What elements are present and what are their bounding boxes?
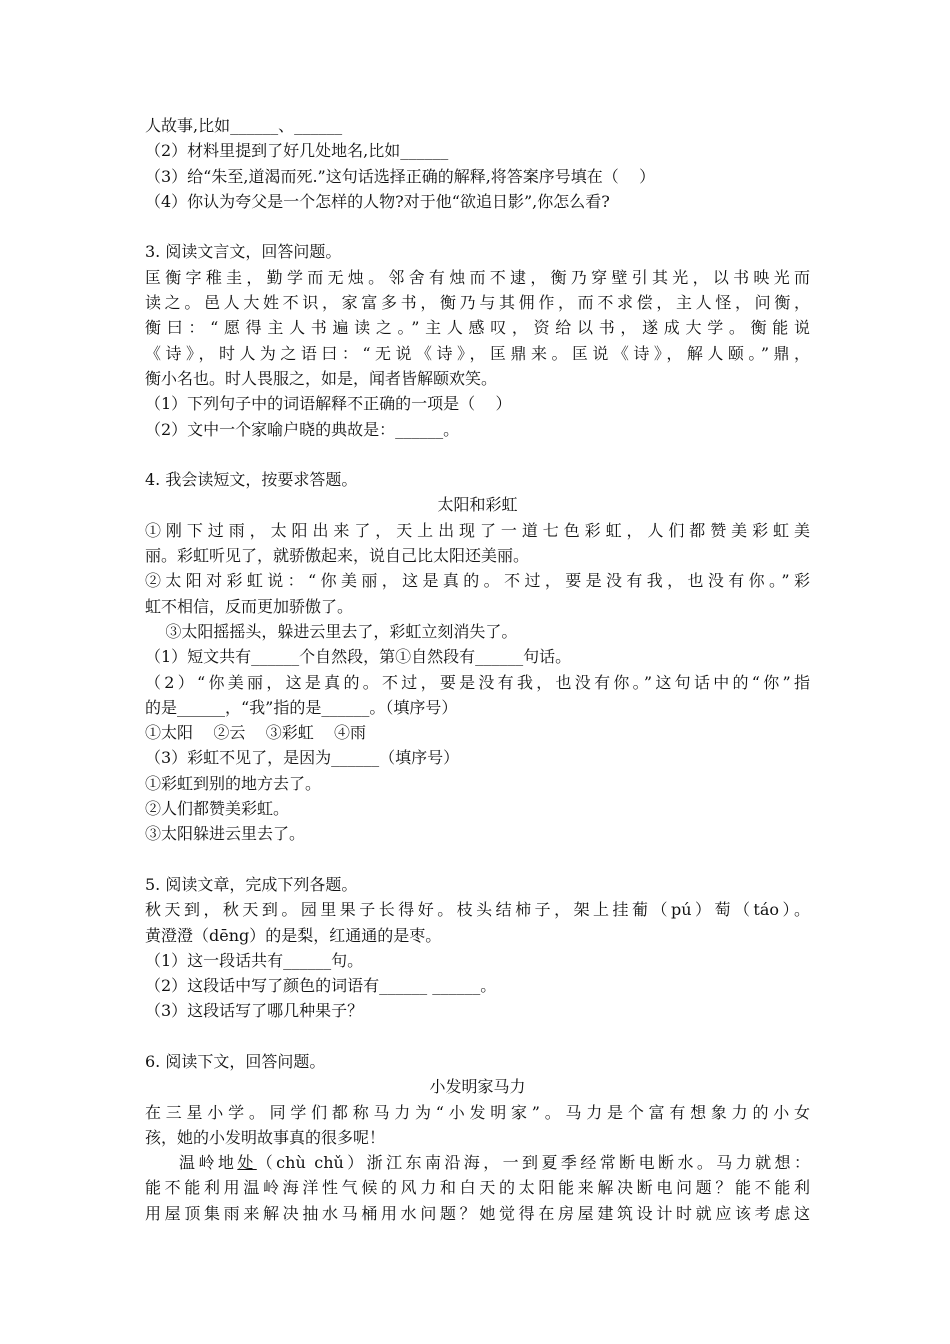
text-line: 用屋顶集雨来解决抽水马桶用水问题？她觉得在房屋建筑设计时就应该考虑这 [145, 1203, 810, 1223]
text-line: （1）短文共有______个自然段，第①自然段有______句话。 [145, 647, 572, 667]
text-line: ③太阳躲进云里去了。 [145, 824, 306, 844]
text-line: （4）你认为夸父是一个怎样的人物?对于他“欲追日影”,你怎么看? [145, 191, 610, 211]
text-line: 4. 我会读短文，按要求答题。 [145, 470, 358, 490]
text-line: 匡衡字稚圭，勤学而无烛。邻舍有烛而不逮，衡乃穿壁引其光，以书映光而 [145, 267, 810, 287]
text-line: （2）材料里提到了好几处地名,比如______ [145, 141, 449, 161]
text-line: （2）这段话中写了颜色的词语有______ ______。 [145, 976, 497, 996]
text-line: 丽。彩虹听见了，就骄傲起来，说自己比太阳还美丽。 [145, 546, 530, 566]
text-line: 的是______，“我”指的是______。（填序号） [145, 697, 458, 717]
text-line: ②太阳对彩虹说：“你美丽，这是真的。不过，要是没有我，也没有你。”彩 [145, 571, 810, 591]
text-line: 5. 阅读文章，完成下列各题。 [145, 874, 358, 894]
text-line: （3）彩虹不见了，是因为______（填序号） [145, 748, 460, 768]
text-line: 读之。邑人大姓不识，家富多书，衡乃与其佣作，而不求偿，主人怪，问衡， [145, 293, 810, 313]
text-line: （1）下列句子中的词语解释不正确的一项是（ ） [145, 394, 512, 414]
text-line: （2）文中一个家喻户晓的典故是：______。 [145, 419, 460, 439]
text-line: （3）这段话写了哪几种果子？ [145, 1001, 364, 1021]
text-line: 6. 阅读下文，回答问题。 [145, 1051, 326, 1071]
text-line: 人故事,比如______、______ [145, 116, 343, 135]
text-line: 孩，她的小发明故事真的很多呢！ [145, 1127, 386, 1147]
text-line [145, 1150, 810, 1175]
text-line: 衡曰：“愿得主人书遍读之。”主人感叹，资给以书，遂成大学。衡能说 [145, 318, 810, 338]
passage-title: 太阳和彩虹 [437, 495, 518, 515]
blank-line [145, 442, 810, 467]
text-line: ②人们都赞美彩虹。 [145, 799, 290, 819]
passage-title: 小发明家马力 [429, 1077, 526, 1097]
text-line: 3. 阅读文言文，回答问题。 [145, 242, 342, 262]
text-line: ①刚下过雨，太阳出来了，天上出现了一道七色彩虹，人们都赞美彩虹美 [145, 520, 810, 540]
text-line: 《诗》，时人为之语曰：“无说《诗》，匡鼎来。匡说《诗》，解人颐。”鼎， [145, 343, 810, 363]
text-line: 能不能利用温岭海洋性气候的风力和白天的太阳能来解决断电问题？能不能利 [145, 1178, 810, 1198]
blank-line [145, 1024, 810, 1049]
text-line: 秋天到，秋天到。园里果子长得好。枝头结柿子，架上挂葡（pú）萄（táo）。 [145, 900, 810, 920]
text-line: ③太阳摇摇头，躲进云里去了，彩虹立刻消失了。 [145, 621, 518, 641]
text-segment: （chù chǔ）浙江东南沿海，一到夏季经常断电断水。马力就想： [256, 1153, 810, 1173]
text-segment: 温岭地 [145, 1153, 238, 1173]
text-line: 虹不相信，反而更加骄傲了。 [145, 596, 354, 616]
text-line: （2）“你美丽，这是真的。不过，要是没有我，也没有你。”这句话中的“你”指 [145, 672, 810, 692]
text-line: ①彩虹到别的地方去了。 [145, 773, 322, 793]
underlined-word: 处 [237, 1153, 257, 1173]
text-line: 衡小名也。时人畏服之，如是，闻者皆解颐欢笑。 [145, 368, 498, 388]
text-line: 在三星小学。同学们都称马力为“小发明家”。马力是个富有想象力的小女 [145, 1102, 810, 1122]
text-line: （3）给“朱至,道渴而死.”这句话选择正确的解释,将答案序号填在（ ） [145, 166, 656, 186]
text-line: 黄澄澄（dēng）的是梨，红通通的是枣。 [145, 925, 442, 945]
blank-line [145, 214, 810, 239]
text-line: ①太阳 ②云 ③彩虹 ④雨 [145, 723, 367, 743]
text-line: （1）这一段话共有______句。 [145, 950, 364, 970]
blank-line [145, 847, 810, 872]
document-body [145, 113, 810, 1226]
